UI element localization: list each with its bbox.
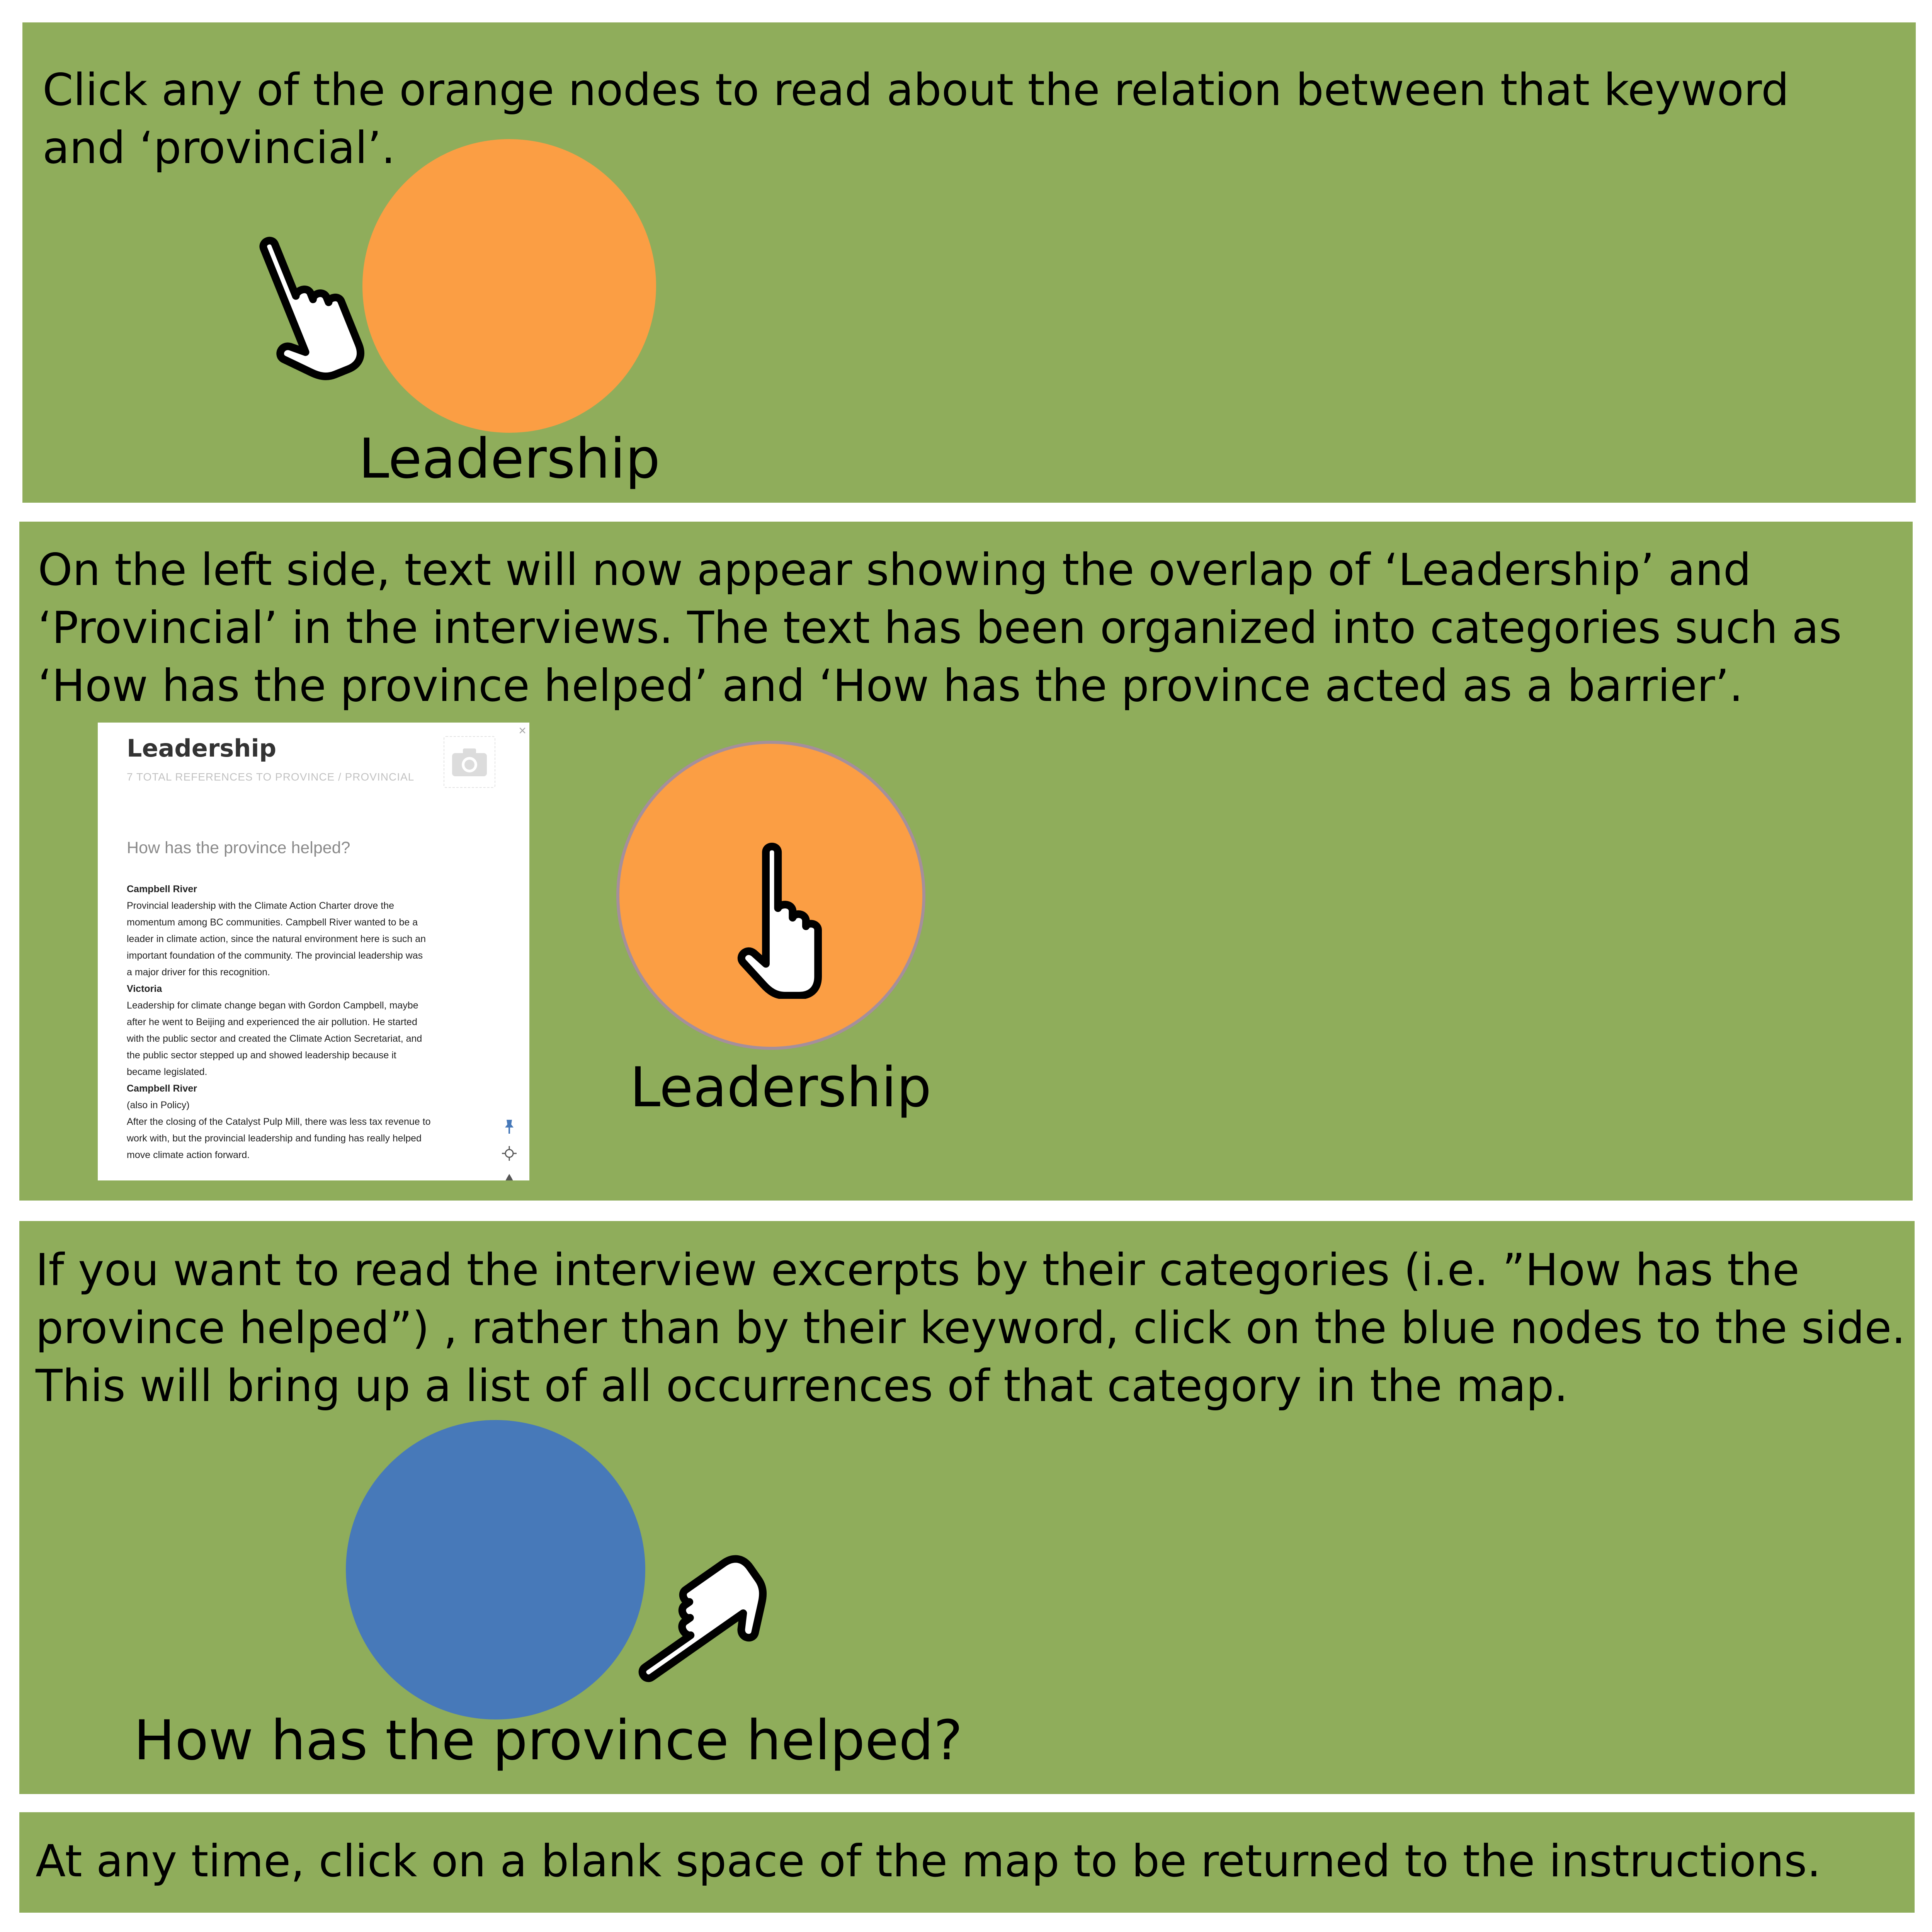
popup-title: Leadership bbox=[127, 734, 277, 762]
popup-toolbar bbox=[500, 1117, 519, 1180]
entry-line: with the public sector and created the Climate Action Secretariat, and bbox=[127, 1033, 422, 1044]
entry-line: a major driver for this recognition. bbox=[127, 967, 270, 978]
node-label: Leadership bbox=[630, 1056, 932, 1119]
instruction-line: ‘Provincial’ in the interviews. The text has been organized into categories such as bbox=[38, 602, 1842, 653]
instruction-line: province helped”) , rather than by their keyword, click on the blue nodes to the side. bbox=[36, 1302, 1906, 1354]
popup-entries bbox=[127, 881, 498, 1163]
instruction-line: If you want to read the interview excerpts by their categories (i.e. ”How has the bbox=[36, 1244, 1799, 1296]
close-icon[interactable]: × bbox=[519, 723, 526, 738]
entry-line: momentum among BC communities. Campbell River wanted to be a bbox=[127, 917, 418, 928]
instruction-panel-2 bbox=[19, 522, 1913, 1201]
pointing-hand-icon bbox=[707, 837, 850, 999]
entry-line: (also in Policy) bbox=[127, 1100, 190, 1111]
drop-icon[interactable] bbox=[500, 1171, 519, 1180]
entry-line: leader in climate action, since the natural environment here is such an bbox=[127, 934, 426, 944]
instruction-line: On the left side, text will now appear showing the overlap of ‘Leadership’ and bbox=[38, 544, 1752, 595]
entry-heading: Victoria bbox=[127, 983, 162, 994]
instruction-panel-3 bbox=[19, 1221, 1915, 1794]
instruction-line: At any time, click on a blank space of the map to be returned to the instructions. bbox=[36, 1835, 1821, 1887]
pin-icon[interactable] bbox=[500, 1117, 519, 1136]
category-node-province-helped[interactable] bbox=[346, 1420, 645, 1719]
instruction-line: This will bring up a list of all occurrences of that category in the map. bbox=[36, 1360, 1568, 1412]
camera-icon[interactable] bbox=[444, 736, 495, 788]
instruction-panel-1 bbox=[22, 22, 1916, 503]
instruction-line: and ‘provincial’. bbox=[43, 122, 396, 173]
move-icon[interactable] bbox=[500, 1144, 519, 1163]
entry-line: move climate action forward. bbox=[127, 1150, 250, 1160]
entry-heading: Campbell River bbox=[127, 1083, 197, 1094]
entry-line: after he went to Beijing and experienced the air pollution. He started bbox=[127, 1017, 417, 1027]
keyword-popup bbox=[98, 723, 529, 1180]
entry-line: Leadership for climate change began with Gordon Campbell, maybe bbox=[127, 1000, 418, 1011]
entry-heading: Campbell River bbox=[127, 884, 197, 895]
leadership-node[interactable] bbox=[362, 139, 656, 433]
instruction-line: ‘How has the province helped’ and ‘How has the province acted as a barrier’. bbox=[38, 660, 1743, 711]
popup-subtitle: 7 TOTAL REFERENCES TO PROVINCE / PROVINCIAL bbox=[127, 771, 415, 783]
entry-line: became legislated. bbox=[127, 1066, 207, 1077]
entry-line: the public sector stepped up and showed leadership because it bbox=[127, 1050, 396, 1061]
entry-line: important foundation of the community. The provincial leadership was bbox=[127, 950, 423, 961]
pointing-hand-icon bbox=[223, 223, 378, 386]
pointing-hand-icon bbox=[611, 1546, 788, 1708]
entry-line: After the closing of the Catalyst Pulp Mill, there was less tax revenue to bbox=[127, 1116, 431, 1127]
entry-line: work with, but the provincial leadership and funding has really helped bbox=[127, 1133, 422, 1144]
instruction-panel-4 bbox=[19, 1812, 1915, 1913]
node-label: How has the province helped? bbox=[134, 1709, 963, 1772]
popup-section-heading: How has the province helped? bbox=[127, 838, 350, 857]
node-label: Leadership bbox=[359, 427, 660, 491]
entry-line: Provincial leadership with the Climate Action Charter drove the bbox=[127, 900, 395, 911]
instruction-line: Click any of the orange nodes to read about the relation between that keyword bbox=[43, 64, 1789, 116]
